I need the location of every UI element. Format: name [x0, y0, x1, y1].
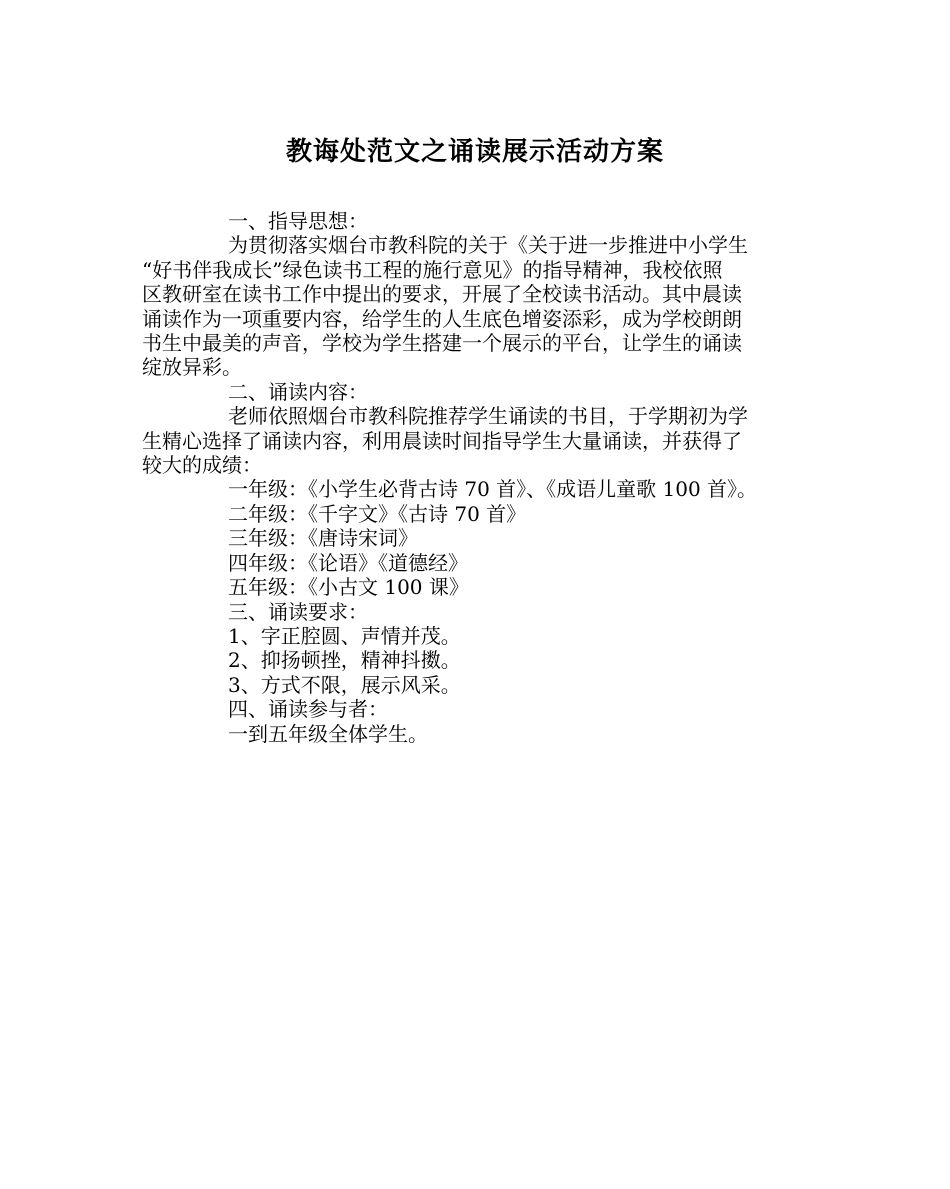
requirement-item: 3、方式不限，展示风采。	[228, 672, 461, 697]
requirement-list	[142, 624, 814, 697]
paragraph-line: 老师依照烟台市教科院推荐学生诵读的书目，于学期初为学	[228, 404, 748, 429]
paragraph-line: 区教研室在读书工作中提出的要求，开展了全校读书活动。其中晨读	[142, 282, 742, 307]
requirement-item: 1、字正腔圆、声情并茂。	[228, 623, 461, 648]
paragraph-line: 较大的成绩：	[142, 453, 262, 478]
grade-item: 二年级：《千字文》《古诗 70 首》	[228, 501, 527, 526]
paragraph-line: 书生中最美的声音，学校为学生搭建一个展示的平台，让学生的诵读	[142, 331, 742, 356]
paragraph-line: 绽放异彩。	[142, 355, 242, 380]
section-heading-reading-content: 二、诵读内容：	[228, 379, 368, 404]
paragraph-line: “好书伴我成长”绿色读书工程的施行意见》的指导精神，我校依照	[142, 257, 723, 282]
paragraph-reading-content	[142, 404, 814, 477]
document-body	[142, 209, 814, 746]
grade-list	[142, 477, 814, 599]
paragraph-guiding-thought	[142, 233, 814, 379]
grade-item: 四年级：《论语》《道德经》	[228, 550, 468, 575]
grade-item: 一年级：《小学生必背古诗 70 首》、《成语儿童歌 100 首》。	[228, 477, 758, 502]
section-heading-guiding-thought: 一、指导思想：	[228, 209, 368, 233]
section-heading-participants: 四、诵读参与者：	[228, 697, 388, 722]
grade-item: 五年级：《小古文 100 课》	[228, 575, 469, 600]
paragraph-line: 为贯彻落实烟台市教科院的关于《关于进一步推进中小学生	[228, 233, 748, 258]
participants-text: 一到五年级全体学生。	[228, 721, 428, 746]
grade-item: 三年级：《唐诗宋词》	[228, 526, 418, 551]
document-title: 教诲处范文之诵读展示活动方案	[285, 137, 664, 167]
requirement-item: 2、抑扬顿挫，精神抖擞。	[228, 648, 461, 673]
paragraph-line: 诵读作为一项重要内容，给学生的人生底色增姿添彩，成为学校朗朗	[142, 306, 742, 331]
section-heading-requirements: 三、诵读要求：	[228, 599, 368, 624]
paragraph-line: 生精心选择了诵读内容，利用晨读时间指导学生大量诵读，并获得了	[142, 428, 742, 453]
